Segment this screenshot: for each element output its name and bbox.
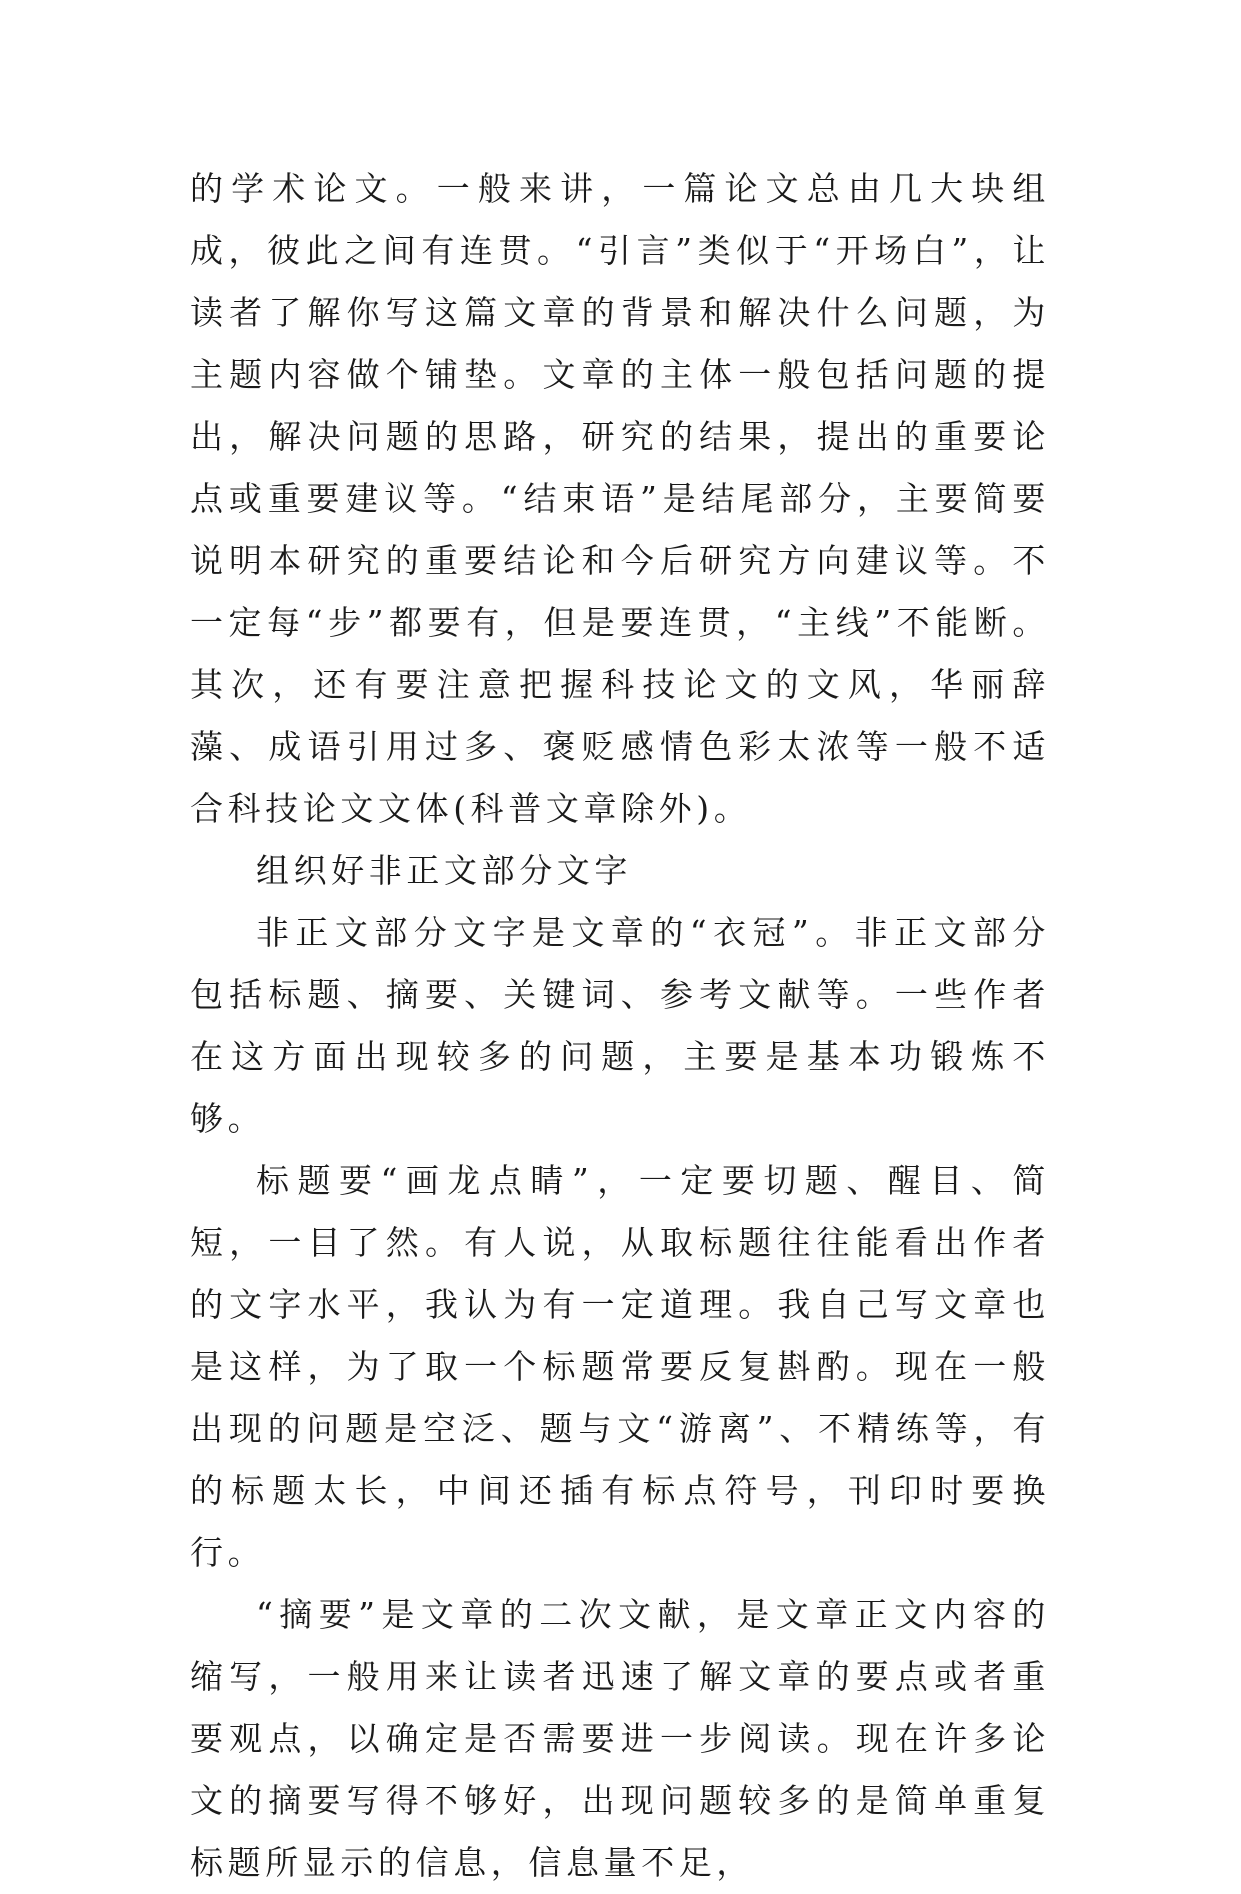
section-heading: 组织好非正文部分文字 bbox=[256, 851, 632, 890]
paragraph-continuation: 的学术论文。一般来讲，一篇论文总由几大块组成，彼此之间有连贯。“引言”类似于“开场白”，让读者了解你写这篇文章的背景和解决什么问题，为主题内容做个铺垫。文章的主体一般包括问题的提出，解决问题的思路，研究的结果，提出的重要论点或重要建议等。“结束语”是结尾部分，主要简要说明本研究的重要结论和今后研究方向建议等。不一定每“步”都要有，但是要连贯，“主线”不能断。其次，还有要注意把握科技论文的文风，华丽辞藻、成语引用过多、褒贬感情色彩太浓等一般不适合科技论文文体(科普文章除外)。 bbox=[190, 169, 1050, 828]
paragraph-abstract: “摘要”是文章的二次文献，是文章正文内容的缩写，一般用来让读者迅速了解文章的要点或者重要观点，以确定是否需要进一步阅读。现在许多论文的摘要写得不够好，出现问题较多的是简单重复标题所显示的信息，信息量不足， bbox=[190, 1595, 1050, 1882]
document-page bbox=[190, 158, 1050, 1894]
paragraph-non-body-text: 非正文部分文字是文章的“衣冠”。非正文部分包括标题、摘要、关键词、参考文献等。一些作者在这方面出现较多的问题，主要是基本功锻炼不够。 bbox=[190, 913, 1050, 1138]
paragraph-title: 标题要“画龙点睛”，一定要切题、醒目、简短，一目了然。有人说，从取标题往往能看出作者的文字水平，我认为有一定道理。我自己写文章也是这样，为了取一个标题常要反复斟酌。现在一般出现的问题是空泛、题与文“游离”、不精练等，有的标题太长，中间还插有标点符号，刊印时要换行。 bbox=[190, 1161, 1050, 1572]
